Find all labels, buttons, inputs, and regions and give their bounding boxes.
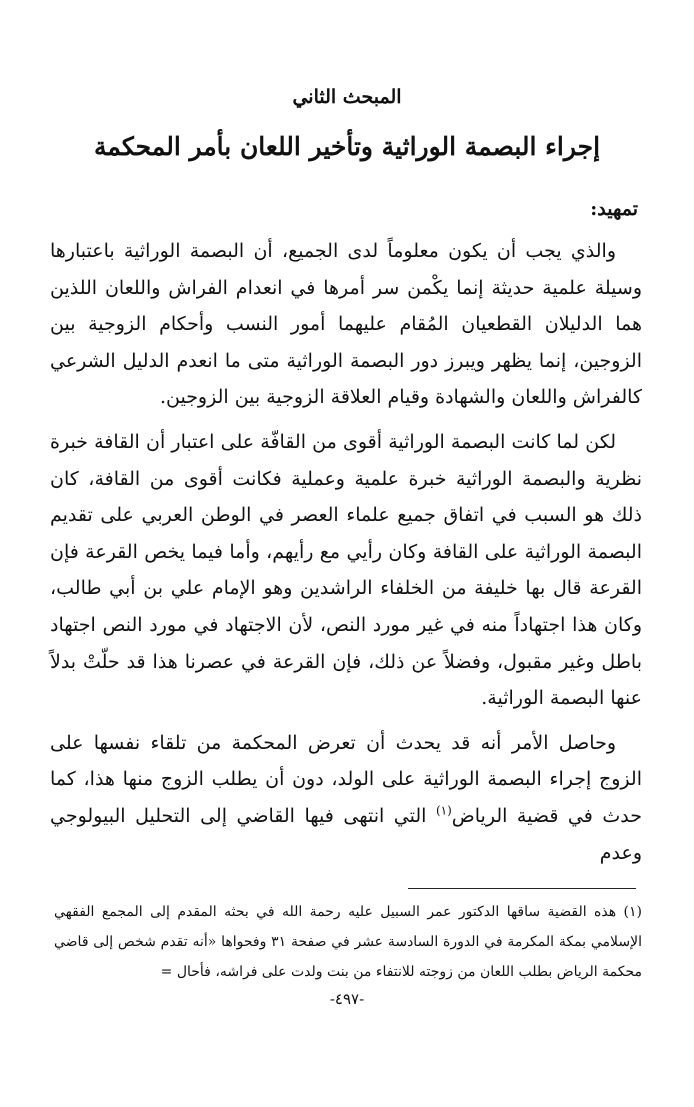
paragraph-2: لكن لما كانت البصمة الوراثية أقوى من القافّة على اعتبار أن القافة خبرة نظرية والبصمة الوراثية خبرة علمية وعملية فكانت أقوى من القافة، كان ذلك هو السبب في اتفاق جميع علماء العصر في الوطن العربي على تقديم البصمة الوراثية على القافة وكان رأيي مع رأيهم، وأما فيما يخص القرعة فإن القرعة قال بها خليفة من الخلفاء الراشدين وهو الإمام علي بن أبي طالب، وكان هذا اجتهاداً منه في غير مورد النص، لأن الاجتهاد في مورد النص اجتهاد باطل وغير مقبول، وفضلاً عن ذلك، فإن القرعة في عصرنا هذا قد حلّتْ بدلاً عنها البصمة الوراثية. [50, 430, 642, 710]
footnote-marker[interactable]: (١) [435, 803, 452, 818]
footnote-text: (١) هذه القضية ساقها الدكتور عمر السبيل عليه رحمة الله في بحثه المقدم إلى المجمع الفقهي الإسلامي بمكة المكرمة في الدورة السادسة عشر في صفحة ٣١ وفحواها «أنه تقدم شخص إلى قاضي محكمة الرياض بطلب اللعان من زوجته للانتفاء من بنت ولدت على فراشه، فأحال = [54, 904, 642, 980]
intro-heading: تمهيد: [590, 198, 638, 220]
section-label: المبحث الثاني [292, 86, 402, 108]
paragraph-3-text-start: وحاصل الأمر أنه قد يحدث أن تعرض المحكمة من تلقاء نفسها على الزوج إجراء البصمة الوراثية على الولد، دون أن يطلب الزوج منها هذا، كما حدث في قضية الرياض [50, 731, 642, 827]
paragraph-3-text-end: التي انتهى فيها القاضي إلى التحليل البيولوجي وعدم [50, 804, 642, 864]
paragraph-1: والذي يجب أن يكون معلوماً لدى الجميع، أن البصمة الوراثية باعتبارها وسيلة علمية حديثة إنما يكْمن سر أمرها في انعدام الفراش واللعان اللذين هما الدليلان القطعيان المُقام عليهما أمور النسب وأحكام الزوجية بين الزوجين، إنما يظهر ويبرز دور البصمة الوراثية متى ما انعدم الدليل الشرعي كالفراش واللعان والشهادة وقيام العلاقة الزوجية بين الزوجين. [50, 240, 642, 409]
paragraph-3 [50, 725, 642, 871]
footnote [54, 897, 642, 987]
footnote-divider [408, 888, 636, 889]
page-number: -٤٩٧- [329, 990, 365, 1008]
body-text [50, 233, 642, 879]
page-title: إجراء البصمة الوراثية وتأخير اللعان بأمر المحكمة [93, 132, 601, 161]
